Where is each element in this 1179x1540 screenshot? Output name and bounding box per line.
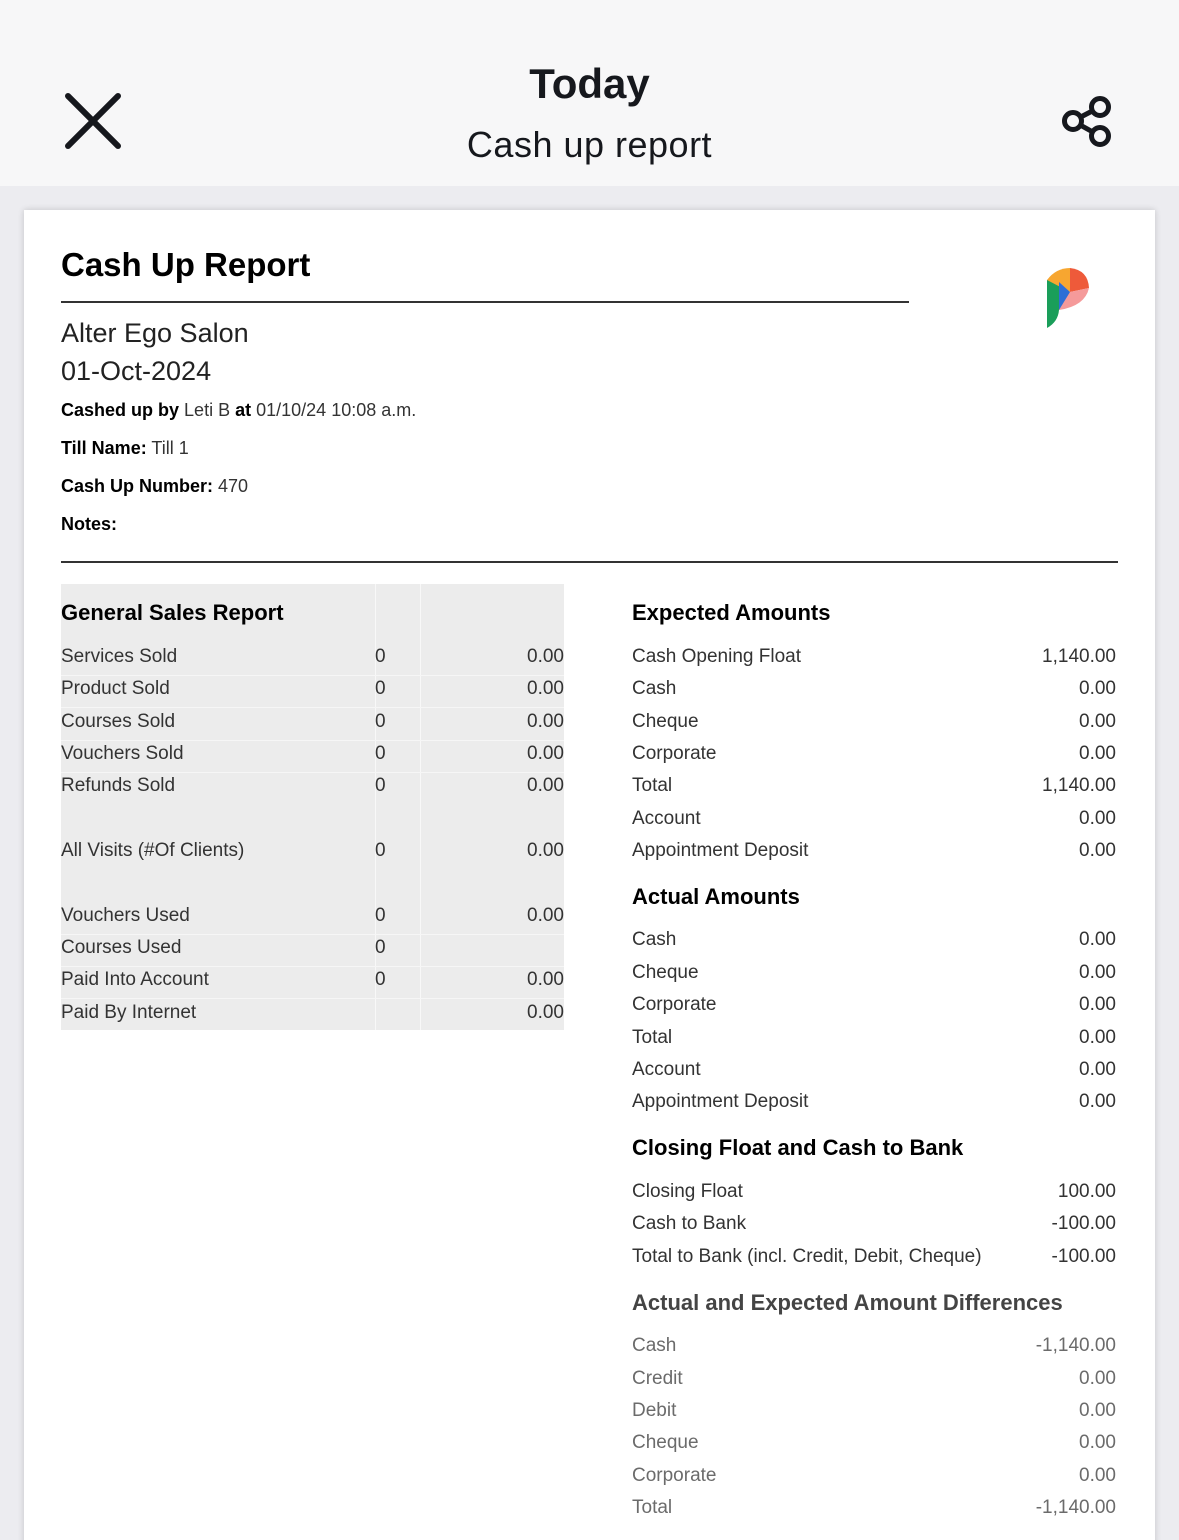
row-label: Courses Used	[61, 937, 182, 958]
row-label: Total	[632, 1497, 673, 1518]
list-item	[632, 711, 1116, 741]
row-amount: -100.00	[1051, 1246, 1116, 1267]
row-label: Account	[632, 1059, 701, 1080]
page-title: Today	[529, 60, 650, 107]
cash-up-number: 470	[218, 476, 249, 496]
row-label: Cheque	[632, 711, 699, 732]
row-label: Debit	[632, 1400, 677, 1421]
table-row	[61, 969, 564, 999]
row-label: Account	[632, 808, 701, 829]
row-amount: 0.00	[527, 711, 564, 732]
row-label: Corporate	[632, 743, 717, 764]
row-count: 0	[375, 646, 386, 667]
row-label: Cheque	[632, 1432, 699, 1453]
table-row	[61, 678, 564, 708]
list-item	[632, 1465, 1116, 1495]
list-item	[632, 743, 1116, 773]
row-label: Corporate	[632, 994, 717, 1015]
row-amount: 0.00	[527, 840, 564, 861]
row-label: Paid By Internet	[61, 1002, 197, 1023]
row-label: Corporate	[632, 1465, 717, 1486]
row-amount: -1,140.00	[1035, 1335, 1116, 1356]
row-label: Appointment Deposit	[632, 1091, 809, 1112]
table-row	[61, 646, 564, 676]
row-label: Total	[632, 775, 673, 796]
row-label: Vouchers Sold	[61, 743, 184, 764]
expected-amounts-title: Expected Amounts	[632, 600, 831, 625]
row-amount: -1,140.00	[1035, 1497, 1116, 1518]
list-item	[632, 1059, 1116, 1089]
cash-up-number-line	[61, 476, 248, 497]
row-count: 0	[375, 775, 386, 796]
row-count: 0	[375, 743, 386, 764]
row-amount: 0.00	[527, 646, 564, 667]
list-item	[632, 678, 1116, 708]
report-title: Cash Up Report	[61, 246, 311, 283]
notes-label: Notes:	[61, 514, 118, 534]
till-line	[61, 438, 189, 459]
row-label: Product Sold	[61, 678, 170, 699]
list-item	[632, 994, 1116, 1024]
list-item	[632, 1246, 1116, 1276]
table-row	[61, 840, 564, 870]
share-button[interactable]	[1058, 94, 1116, 150]
list-item	[632, 1335, 1116, 1365]
row-label: All Visits (#Of Clients)	[61, 840, 245, 861]
row-amount: 0.00	[1079, 962, 1116, 983]
row-label: Cash	[632, 678, 677, 699]
closing-float-title: Closing Float and Cash to Bank	[632, 1135, 964, 1160]
list-item	[632, 1400, 1116, 1430]
row-label: Total	[632, 1027, 673, 1048]
table-row	[61, 743, 564, 773]
row-label: Appointment Deposit	[632, 840, 809, 861]
till-name: Till 1	[151, 438, 189, 458]
row-count: 0	[375, 840, 386, 861]
row-amount: 0.00	[527, 678, 564, 699]
row-label: Refunds Sold	[61, 775, 176, 796]
row-label: Credit	[632, 1368, 683, 1389]
list-item	[632, 1497, 1116, 1527]
row-amount: 0.00	[1079, 808, 1116, 829]
list-item	[632, 962, 1116, 992]
row-amount: 0.00	[527, 1002, 564, 1023]
row-label: Services Sold	[61, 646, 178, 667]
at-label: at	[235, 400, 252, 420]
row-label: Paid Into Account	[61, 969, 209, 990]
row-label: Closing Float	[632, 1181, 743, 1202]
row-count: 0	[375, 678, 386, 699]
page-subtitle: Cash up report	[466, 124, 713, 165]
row-amount: 0.00	[1079, 678, 1116, 699]
row-count: 0	[375, 711, 386, 732]
row-label: Courses Sold	[61, 711, 176, 732]
cashed-up-line	[61, 400, 416, 421]
cashed-up-label: Cashed up by	[61, 400, 180, 420]
actual-amounts-title: Actual Amounts	[632, 884, 800, 909]
row-label: Cash to Bank	[632, 1213, 747, 1234]
row-amount: 1,140.00	[1042, 646, 1116, 667]
list-item	[632, 1213, 1116, 1243]
list-item	[632, 1027, 1116, 1057]
cashed-up-by: Leti B	[184, 400, 231, 420]
row-count: 0	[375, 937, 386, 958]
row-amount: 0.00	[1079, 840, 1116, 861]
row-amount: 0.00	[1079, 1368, 1116, 1389]
list-item	[632, 1432, 1116, 1462]
top-bar	[0, 0, 1179, 186]
list-item	[632, 1368, 1116, 1398]
row-label: Cheque	[632, 962, 699, 983]
general-sales-title: General Sales Report	[61, 600, 284, 625]
table-row	[61, 1002, 564, 1032]
section-divider	[61, 561, 1118, 563]
row-amount: 0.00	[1079, 711, 1116, 732]
list-item	[632, 808, 1116, 838]
cash-up-number-label: Cash Up Number:	[61, 476, 214, 496]
row-amount: 0.00	[527, 905, 564, 926]
row-amount: 0.00	[1079, 1400, 1116, 1421]
salon-name: Alter Ego Salon	[61, 318, 249, 348]
list-item	[632, 1181, 1116, 1211]
table-row	[61, 905, 564, 935]
cashed-up-at: 01/10/24 10:08 a.m.	[256, 400, 417, 420]
row-amount: 0.00	[1079, 1059, 1116, 1080]
list-item	[632, 775, 1116, 805]
row-amount: 0.00	[527, 743, 564, 764]
row-amount: 0.00	[1079, 743, 1116, 764]
table-row	[61, 711, 564, 741]
row-count: 0	[375, 905, 386, 926]
row-amount: 0.00	[1079, 1091, 1116, 1112]
row-count: 0	[375, 969, 386, 990]
row-amount: 0.00	[527, 775, 564, 796]
table-row	[61, 775, 564, 805]
row-amount: 0.00	[527, 969, 564, 990]
notes-line	[61, 514, 117, 535]
row-amount: 0.00	[1079, 1465, 1116, 1486]
list-item	[632, 840, 1116, 870]
brand-logo-icon	[1040, 262, 1096, 332]
row-label: Cash Opening Float	[632, 646, 801, 667]
list-item	[632, 646, 1116, 676]
row-amount: 1,140.00	[1042, 775, 1116, 796]
row-label: Cash	[632, 929, 677, 950]
row-label: Vouchers Used	[61, 905, 190, 926]
list-item	[632, 1091, 1116, 1121]
row-amount: 0.00	[1079, 994, 1116, 1015]
table-row	[61, 937, 564, 967]
row-amount: 0.00	[1079, 1027, 1116, 1048]
row-amount: 0.00	[1079, 929, 1116, 950]
row-amount: 0.00	[1079, 1432, 1116, 1453]
till-label: Till Name:	[61, 438, 147, 458]
report-date: 01-Oct-2024	[61, 356, 212, 386]
differences-title: Actual and Expected Amount Differences	[632, 1290, 1063, 1315]
list-item	[632, 929, 1116, 959]
title-divider	[61, 301, 909, 303]
row-label: Total to Bank (incl. Credit, Debit, Cheque)	[632, 1246, 982, 1267]
row-label: Cash	[632, 1335, 677, 1356]
row-amount: 100.00	[1057, 1181, 1116, 1202]
row-amount: -100.00	[1051, 1213, 1116, 1234]
share-icon	[1058, 94, 1116, 150]
